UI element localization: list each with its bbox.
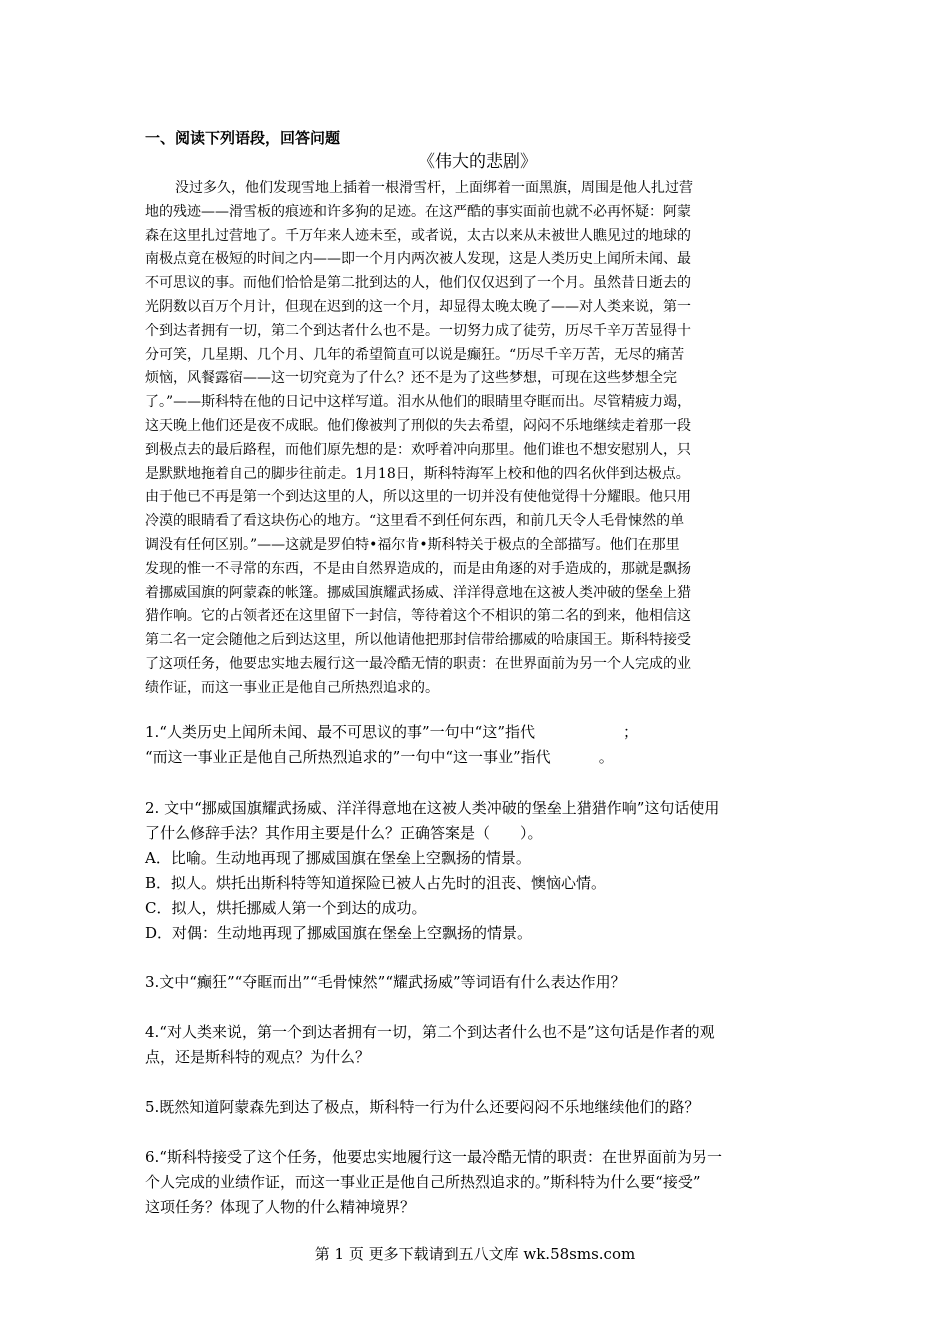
passage-title: 《伟大的悲剧》	[418, 152, 537, 172]
passage-line: 绩作证，而这一事业正是他自己所热烈追求的。	[145, 679, 439, 696]
option-d: D．对偶：生动地再现了挪威国旗在堡垒上空飘扬的情景。	[145, 924, 533, 942]
passage-line: 没过多久，他们发现雪地上插着一根滑雪杆，上面绑着一面黑旗，周围是他人扎过营	[175, 180, 693, 196]
section-heading: 一、阅读下列语段，回答问题	[145, 129, 341, 147]
question-4-text: 点，还是斯科特的观点？为什么？	[145, 1048, 371, 1066]
passage-line: 第二名一定会随他之后到达这里，所以他请他把那封信带给挪威的哈康国王。斯科特接受	[145, 632, 691, 649]
passage-line: 着挪威国旗的阿蒙森的帐篷。挪威国旗耀武扬威、洋洋得意地在这被人类冲破的堡垒上猎	[145, 584, 691, 601]
question-6-text: 个人完成的业绩作证，而这一事业正是他自己所热烈追求的。”斯科特为什么要“接受”	[145, 1173, 701, 1191]
question-6-text: 6.“斯科特接受了这个任务，他要忠实地履行这一最冷酷无情的职责：在世界面前为另一	[145, 1148, 722, 1166]
option-a: A．比喻。生动地再现了挪威国旗在堡垒上空飘扬的情景。	[145, 849, 531, 867]
question-2-text: 了什么修辞手法？其作用主要是什么？正确答案是（ ）。	[145, 824, 543, 842]
question-6	[145, 1145, 810, 1220]
passage-line: 了。”——斯科特在他的日记中这样写道。泪水从他们的眼睛里夺眶而出。尽管精疲力竭，	[145, 394, 692, 411]
passage-line: 了这项任务，他要忠实地去履行这一最冷酷无情的职责：在世界面前为另一个人完成的业	[145, 655, 691, 672]
question-1-part-a: 1.“人类历史上闻所未闻、最不可思议的事”一句中“这”指代	[145, 723, 535, 741]
question-6-text: 这项任务？体现了人物的什么精神境界？	[145, 1198, 416, 1216]
passage-line: 森在这里扎过营地了。千万年来人迹未至，或者说，太古以来从未被世人瞧见过的地球的	[145, 227, 691, 244]
passage-line: 个到达者拥有一切，第二个到达者什么也不是。一切努力成了徒劳，历尽千辛万苦显得十	[145, 322, 691, 339]
question-4	[145, 1020, 810, 1070]
passage-line: 发现的惟一不寻常的东西，不是由自然界造成的，而是由角逐的对手造成的，那就是飘扬	[145, 560, 691, 577]
question-4-text: 4.“对人类来说，第一个到达者拥有一切，第二个到达者什么也不是”这句话是作者的观	[145, 1023, 715, 1041]
passage-line: 南极点竟在极短的时间之内——即一个月内两次被人发现，这是人类历史上闻所未闻、最	[145, 251, 691, 268]
passage-line: 调没有任何区别。”——这就是罗伯特•福尔肯•斯科特关于极点的全部描写。他们在那里	[145, 536, 680, 553]
question-2	[145, 796, 810, 946]
question-1-part-b: “而这一事业正是他自己所热烈追求的”一句中“这一事业”指代	[145, 748, 551, 766]
question-5-text: 5.既然知道阿蒙森先到达了极点，斯科特一行为什么还要闷闷不乐地继续他们的路？	[145, 1098, 700, 1116]
passage-line: 猎作响。它的占领者还在这里留下一封信，等待着这个不相识的第二名的到来，他相信这	[145, 608, 691, 625]
passage-line: 不可思议的事。而他们恰恰是第二批到达的人，他们仅仅迟到了一个月。虽然昔日逝去的	[145, 275, 691, 292]
passage-line: 分可笑，几星期、几个月、几年的希望简直可以说是癫狂。“历尽千辛万苦，无尽的痛苦	[145, 346, 685, 363]
question-1: 1.“人类历史上闻所未闻、最不可思议的事”一句中“这”指代 ； “而这一事业正是他自己所热烈追求的”一句中“这一事业”指代 。	[145, 723, 639, 766]
passage-line: 到极点去的最后路程，而他们原先想的是：欢呼着冲向那里。他们谁也不想安慰别人，只	[145, 441, 691, 458]
question-3	[145, 970, 810, 995]
passage-line: 是默默地拖着自己的脚步往前走。1月18日，斯科特海军上校和他的四名伙伴到达极点。	[145, 465, 690, 482]
passage-line: 这天晚上他们还是夜不成眠。他们像被判了刑似的失去希望，闷闷不乐地继续走着那一段	[145, 417, 691, 434]
passage-line: 烦恼，风餐露宿——这一切究竟为了什么？还不是为了这些梦想，可现在这些梦想全完	[145, 370, 677, 387]
page-footer: 第 1 页 更多下载请到五八文库 wk.58sms.com	[314, 1245, 636, 1263]
passage-line: 地的残迹——滑雪板的痕迹和许多狗的足迹。在这严酷的事实面前也就不必再怀疑：阿蒙	[145, 203, 691, 220]
option-c: C．拟人，烘托挪威人第一个到达的成功。	[145, 899, 427, 917]
question-3-text: 3.文中“癫狂”“夺眶而出”“毛骨悚然”“耀武扬威”等词语有什么表达作用？	[145, 973, 626, 991]
passage-line: 光阴数以百万个月计，但现在迟到的这一个月，却显得太晚太晚了——对人类来说，第一	[145, 298, 691, 315]
question-2-text: 2. 文中“挪威国旗耀武扬威、洋洋得意地在这被人类冲破的堡垒上猎猎作响”这句话使用	[145, 799, 720, 817]
passage-line: 冷漠的眼睛看了看这块伤心的地方。“这里看不到任何东西，和前几天令人毛骨悚然的单	[145, 513, 685, 530]
passage-body	[145, 177, 810, 701]
option-b: B．拟人。烘托出斯科特等知道探险已被人占先时的沮丧、懊恼心情。	[145, 874, 607, 892]
question-5	[145, 1095, 810, 1120]
passage-line: 由于他已不再是第一个到达这里的人，所以这里的一切并没有使他觉得十分耀眼。他只用	[145, 489, 691, 506]
